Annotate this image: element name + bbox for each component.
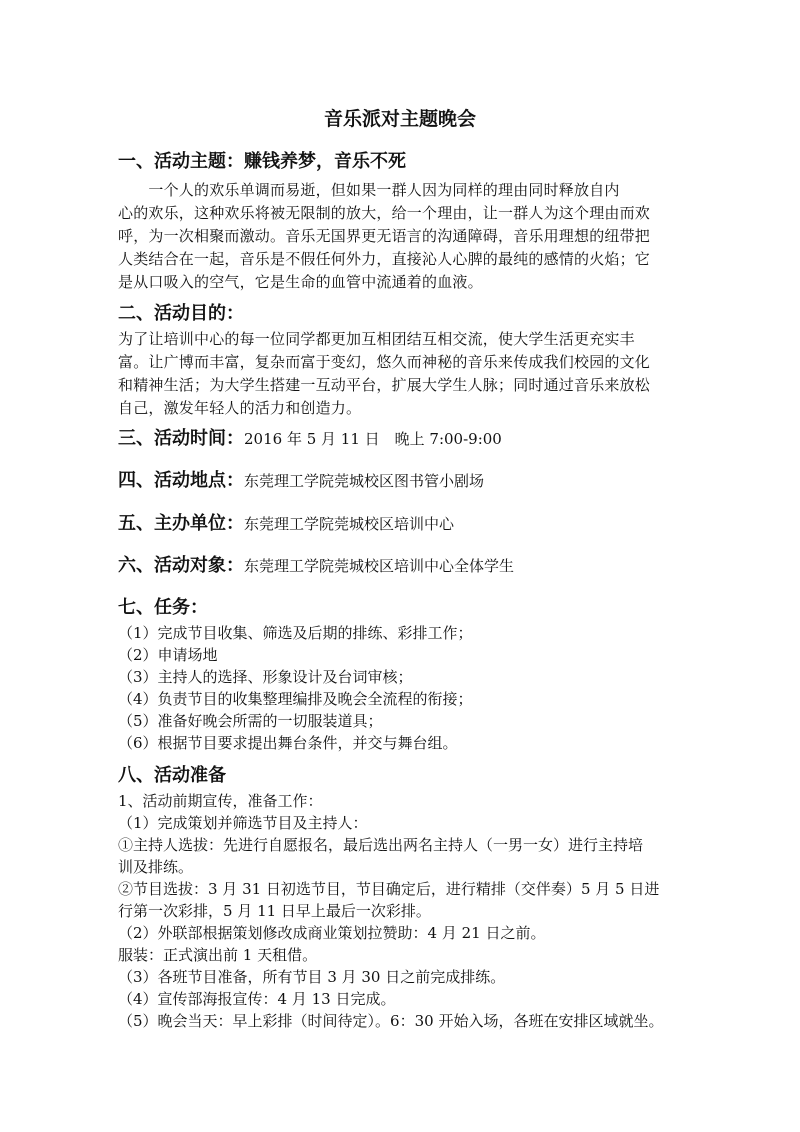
- paragraph-line: 呼，为一次相聚而激动。音乐无国界更无语言的沟通障碍，音乐用理想的纽带把: [118, 227, 651, 245]
- section-preparation-body: [118, 790, 698, 1032]
- section-location-value: 东莞理工学院莞城校区图书管小剧场: [244, 472, 485, 490]
- list-item: （2）外联部根据策划修改成商业策划拉赞助：4 月 21 日之前。: [118, 924, 546, 942]
- section-time: [118, 424, 502, 450]
- section-theme-body: [118, 179, 684, 294]
- list-item: （4）宣传部海报宣传：4 月 13 日完成。: [118, 990, 396, 1008]
- section-tasks-list: [118, 622, 698, 754]
- list-item: 行第一次彩排，5 月 11 日早上最后一次彩排。: [118, 902, 431, 920]
- section-audience-value: 东莞理工学院莞城校区培训中心全体学生: [244, 557, 515, 575]
- list-item: （5）晚会当天：早上彩排（时间待定）。6：30 开始入场，各班在安排区域就坐。: [118, 1012, 664, 1030]
- list-item: （3）各班节目准备，所有节目 3 月 30 日之前完成排练。: [118, 968, 506, 986]
- section-organizer: [118, 509, 454, 535]
- section-location-label: 四、活动地点：: [118, 470, 244, 491]
- list-item: （6）根据节目要求提出舞台条件，并交与舞台组。: [118, 734, 458, 752]
- document-title: 音乐派对主题晚会: [323, 108, 476, 130]
- section-location: [118, 466, 484, 492]
- section-theme-heading: 一、活动主题：赚钱养梦，音乐不死: [118, 151, 406, 172]
- list-item: 训及排练。: [118, 858, 194, 876]
- section-purpose-heading: 二、活动目的：: [118, 303, 244, 324]
- paragraph-line: 是从口吸入的空气，它是生命的血管中流通着的血液。: [118, 273, 483, 291]
- paragraph-line: 和精神生活；为大学生搭建一互动平台，扩展大学生人脉；同时通过音乐来放松: [118, 376, 651, 394]
- section-purpose-body: [118, 328, 684, 420]
- section-audience: [118, 551, 514, 577]
- list-item: 服装：正式演出前 1 天租借。: [118, 946, 318, 964]
- list-item: （1）完成策划并筛选节目及主持人：: [118, 814, 368, 832]
- list-item: （4）负责节目的收集整理编排及晚会全流程的衔接；: [118, 690, 473, 708]
- paragraph-line: 为了让培训中心的每一位同学都更加互相团结互相交流，使大学生活更充实丰: [118, 330, 635, 348]
- paragraph-line: 富。让广博而丰富，复杂而富于变幻，悠久而神秘的音乐来传成我们校园的文化: [118, 353, 651, 371]
- list-item: 1、活动前期宣传，准备工作：: [118, 792, 323, 810]
- list-item: （3）主持人的选择、形象设计及台词审核；: [118, 668, 413, 686]
- section-tasks-heading: 七、任务：: [118, 597, 208, 618]
- list-item: （5）准备好晚会所需的一切服装道具；: [118, 712, 383, 730]
- section-time-value: 2016 年 5 月 11 日 晚上 7:00-9:00: [244, 430, 502, 448]
- paragraph-line: 一个人的欢乐单调而易逝，但如果一群人因为同样的理由同时释放自内: [118, 181, 620, 199]
- list-item: ①主持人选拔：先进行自愿报名，最后选出两名主持人（一男一女）进行主持培: [118, 836, 644, 854]
- section-organizer-label: 五、主办单位：: [118, 513, 244, 534]
- list-item: ②节目选拔：3 月 31 日初选节目，节目确定后，进行精排（交伴奏）5 月 5 日进: [118, 880, 660, 898]
- paragraph-line: 自己，激发年轻人的活力和创造力。: [118, 399, 362, 417]
- section-audience-label: 六、活动对象：: [118, 555, 244, 576]
- section-time-label: 三、活动时间：: [118, 428, 244, 449]
- section-preparation-heading: 八、活动准备: [118, 765, 226, 786]
- paragraph-line: 心的欢乐，这种欢乐将被无限制的放大，给一个理由，让一群人为这个理由而欢: [118, 204, 651, 222]
- section-organizer-value: 东莞理工学院莞城校区培训中心: [244, 515, 455, 533]
- list-item: （1）完成节目收集、筛选及后期的排练、彩排工作；: [118, 624, 473, 642]
- list-item: （2）申请场地: [118, 646, 218, 664]
- paragraph-line: 人类结合在一起，音乐是不假任何外力，直接沁人心脾的最纯的感情的火焰；它: [118, 250, 651, 268]
